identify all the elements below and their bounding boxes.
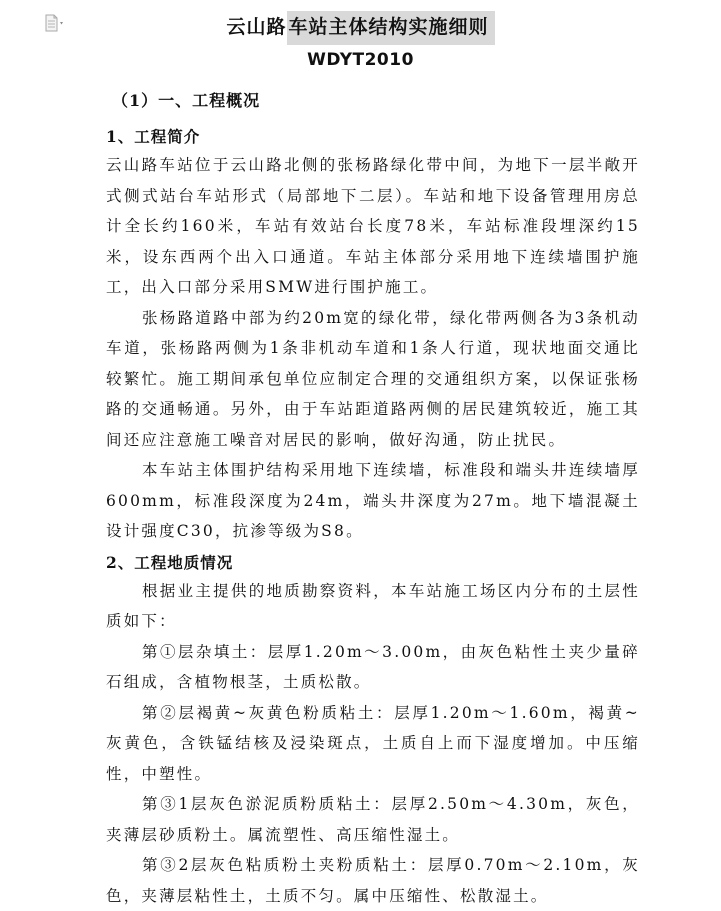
paragraph-intro-1: 云山路车站位于云山路北侧的张杨路绿化带中间，为地下一层半敞开式侧式站台车站形式（局部地下二层）。车站和地下设备管理用房总计全长约160米，车站有效站台长度78米，车站标准段埋深约15米，设东西两个出入口通道。车站主体部分采用地下连续墙围护施工，出入口部分采用SMW进行围护施工。 bbox=[106, 156, 640, 296]
paragraph-geology-2: 第①层杂填土：层厚1.20m～3.00m，由灰色粘性土夹少量碎石组成，含植物根茎，土质松散。 bbox=[106, 642, 640, 691]
paragraph-geology-1: 根据业主提供的地质勘察资料，本车站施工场区内分布的土层性质如下： bbox=[106, 581, 640, 630]
section-heading: （1）一、工程概况 bbox=[112, 91, 261, 110]
paragraph-geology-5: 第③2层灰色粘质粉土夹粉质粘土：层厚0.70m～2.10m，灰色，夹薄层粘性土，土质不匀。属中压缩性、松散湿土。 bbox=[106, 856, 640, 905]
paragraph-geology-3: 第②层褐黄~灰黄色粉质粘土：层厚1.20m～1.60m，褐黄~灰黄色，含铁锰结核及浸染斑点，土质自上而下湿度增加。中压缩性，中塑性。 bbox=[106, 703, 640, 783]
document-title bbox=[0, 8, 721, 45]
paragraph-intro-2: 张杨路道路中部为约20m宽的绿化带，绿化带两侧各为3条机动车道，张杨路两侧为1条非机动车道和1条人行道，现状地面交通比较繁忙。施工期间承包单位应制定合理的交通组织方案，以保证张杨路的交通畅通。另外，由于车站距道路两侧的居民建筑较近，施工其间还应注意施工噪音对居民的影响，做好沟通，防止扰民。 bbox=[106, 308, 640, 449]
paragraph-intro-3: 本车站主体围护结构采用地下连续墙，标准段和端头井连续墙厚600mm，标准段深度为24m，端头井深度为27m。地下墙混凝土设计强度C30，抗渗等级为S8。 bbox=[106, 461, 640, 540]
paragraph-geology-4: 第③1层灰色淤泥质粉质粘土：层厚2.50m～4.30m，灰色，夹薄层砂质粉土。属流塑性、高压缩性湿土。 bbox=[106, 795, 640, 844]
subsection-heading-1: 1、工程简介 bbox=[106, 127, 201, 146]
subsection-heading-2: 2、工程地质情况 bbox=[106, 552, 234, 572]
document-code: WDYT2010 bbox=[307, 50, 414, 70]
title-highlighted: 车站主体结构实施细则 bbox=[287, 11, 495, 45]
document-body bbox=[106, 88, 640, 911]
title-plain: 云山路 bbox=[226, 16, 287, 38]
